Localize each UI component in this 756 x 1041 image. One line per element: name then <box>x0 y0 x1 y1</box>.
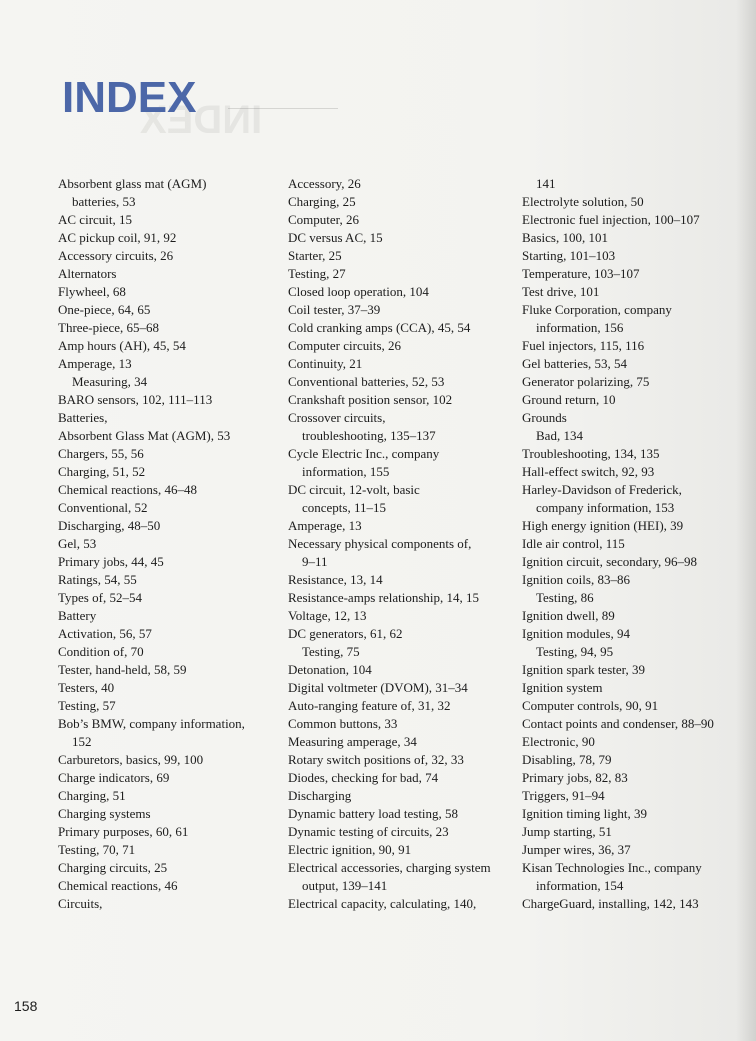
index-entry <box>58 427 288 445</box>
index-entry-text: Charging, 51, 52 <box>58 464 146 479</box>
index-entry <box>288 859 518 895</box>
index-entry-text: Charging systems <box>58 806 151 821</box>
index-entry-text: Kisan Technologies Inc., company <box>522 860 702 875</box>
index-entry <box>522 301 747 337</box>
index-entry-text: Primary purposes, 60, 61 <box>58 824 189 839</box>
index-entry-text: Types of, 52–54 <box>58 590 142 605</box>
index-entry <box>58 391 288 409</box>
index-entry-text: Ignition dwell, 89 <box>522 608 615 623</box>
index-entry <box>58 211 288 229</box>
index-entry <box>522 391 747 409</box>
index-entry <box>58 337 288 355</box>
index-entry-continuation: information, 154 <box>536 878 624 893</box>
index-entry <box>58 499 288 517</box>
index-entry <box>58 283 288 301</box>
index-entry-text: Ratings, 54, 55 <box>58 572 137 587</box>
index-entry <box>288 409 518 445</box>
index-entry <box>58 355 288 391</box>
index-entry-text: Batteries, <box>58 410 108 425</box>
index-entry-text: Coil tester, 37–39 <box>288 302 381 317</box>
index-column-2 <box>288 175 518 913</box>
index-entry <box>522 805 747 823</box>
index-entry <box>58 715 288 751</box>
index-entry <box>288 355 518 373</box>
index-entry-text: Voltage, 12, 13 <box>288 608 367 623</box>
index-entry-text: Temperature, 103–107 <box>522 266 640 281</box>
index-entry <box>522 841 747 859</box>
index-entry <box>58 229 288 247</box>
index-entry <box>58 535 288 553</box>
index-entry <box>522 517 747 535</box>
index-entry-text: Amp hours (AH), 45, 54 <box>58 338 186 353</box>
index-entry <box>288 823 518 841</box>
index-column-1 <box>58 175 288 913</box>
index-entry <box>522 625 747 661</box>
index-entry <box>58 841 288 859</box>
index-entry <box>288 301 518 319</box>
index-entry-text: Closed loop operation, 104 <box>288 284 429 299</box>
index-entry-text: Activation, 56, 57 <box>58 626 152 641</box>
index-entry-text: Harley-Davidson of Frederick, <box>522 482 682 497</box>
index-entry-text: Charging, 25 <box>288 194 356 209</box>
index-entry-text: Tester, hand-held, 58, 59 <box>58 662 187 677</box>
index-entry-text: ChargeGuard, installing, 142, 143 <box>522 896 699 911</box>
index-entry-text: Testing, 57 <box>58 698 116 713</box>
index-entry <box>288 679 518 697</box>
page-title: INDEX <box>62 73 197 122</box>
index-entry <box>522 679 747 697</box>
index-entry <box>522 535 747 553</box>
index-entry <box>522 823 747 841</box>
index-entry-text: Electric ignition, 90, 91 <box>288 842 412 857</box>
index-entry-text: Measuring amperage, 34 <box>288 734 417 749</box>
index-entry <box>522 463 747 481</box>
index-entry-text: Dynamic testing of circuits, 23 <box>288 824 449 839</box>
page-gutter-shadow <box>736 0 756 1041</box>
index-entry <box>522 715 747 733</box>
index-entry-text: One-piece, 64, 65 <box>58 302 151 317</box>
index-entry-text: Amperage, 13 <box>288 518 362 533</box>
index-entry <box>58 751 288 769</box>
index-entry-text: Flywheel, 68 <box>58 284 126 299</box>
index-entry <box>522 787 747 805</box>
index-entry-text: Contact points and condenser, 88–90 <box>522 716 714 731</box>
index-entry <box>288 517 518 535</box>
index-entry <box>288 211 518 229</box>
index-entry-text: Electronic fuel injection, 100–107 <box>522 212 700 227</box>
index-entry <box>288 193 518 211</box>
index-entry-text: Ignition coils, 83–86 <box>522 572 630 587</box>
index-entry <box>288 337 518 355</box>
index-entry <box>288 697 518 715</box>
index-entry <box>58 445 288 463</box>
index-entry-text: Continuity, 21 <box>288 356 363 371</box>
index-entry-continuation: Bad, 134 <box>536 428 583 443</box>
index-entry <box>58 571 288 589</box>
index-entry-text: Starting, 101–103 <box>522 248 616 263</box>
index-entry-text: Electrical accessories, charging system <box>288 860 491 875</box>
index-entry <box>58 553 288 571</box>
index-entry <box>288 229 518 247</box>
index-entry-text: Chemical reactions, 46–48 <box>58 482 197 497</box>
index-entry-text: Primary jobs, 82, 83 <box>522 770 628 785</box>
index-entry-text: Ignition system <box>522 680 603 695</box>
index-entry-text: Discharging, 48–50 <box>58 518 161 533</box>
index-entry-text: AC circuit, 15 <box>58 212 133 227</box>
index-entry <box>522 337 747 355</box>
index-entry-text: Common buttons, 33 <box>288 716 398 731</box>
index-entry-text: Accessory circuits, 26 <box>58 248 174 263</box>
index-entry <box>288 895 518 913</box>
index-entry-text: DC generators, 61, 62 <box>288 626 403 641</box>
index-entry <box>288 661 518 679</box>
show-through-text: INDEX <box>140 98 263 142</box>
index-entry-text: Conventional batteries, 52, 53 <box>288 374 445 389</box>
index-entry <box>288 391 518 409</box>
index-entry-text: Ground return, 10 <box>522 392 616 407</box>
index-entry-text: Absorbent glass mat (AGM) <box>58 176 207 191</box>
index-entry-text: Test drive, 101 <box>522 284 600 299</box>
index-entry <box>522 193 747 211</box>
index-entry <box>58 409 288 427</box>
index-entry-text: Testing, 27 <box>288 266 346 281</box>
index-entry-text: Idle air control, 115 <box>522 536 625 551</box>
index-entry-continuation: information, 155 <box>302 464 390 479</box>
index-entry <box>288 571 518 589</box>
index-entry-text: Computer, 26 <box>288 212 359 227</box>
index-entry-text: Gel, 53 <box>58 536 97 551</box>
index-entry-text: Dynamic battery load testing, 58 <box>288 806 459 821</box>
index-entry-text: Basics, 100, 101 <box>522 230 608 245</box>
index-entry <box>58 301 288 319</box>
index-entry <box>288 283 518 301</box>
index-entry-text: Ignition modules, 94 <box>522 626 630 641</box>
index-entry-text: Electrical capacity, calculating, 140, <box>288 896 477 911</box>
index-entry-text: Resistance, 13, 14 <box>288 572 383 587</box>
index-entry-text: Digital voltmeter (DVOM), 31–34 <box>288 680 468 695</box>
index-entry <box>522 481 747 517</box>
index-entry-text: BARO sensors, 102, 111–113 <box>58 392 213 407</box>
index-entry-text: Fluke Corporation, company <box>522 302 672 317</box>
index-entry <box>522 895 747 913</box>
index-entry-text: Carburetors, basics, 99, 100 <box>58 752 204 767</box>
index-entry-text: Alternators <box>58 266 117 281</box>
index-entry-text: Jumper wires, 36, 37 <box>522 842 631 857</box>
index-entry <box>288 445 518 481</box>
index-entry <box>58 769 288 787</box>
index-entry <box>58 895 288 913</box>
index-entry-text: Chemical reactions, 46 <box>58 878 178 893</box>
index-entry-continuation: information, 156 <box>536 320 624 335</box>
index-entry-text: Charging, 51 <box>58 788 126 803</box>
index-entry <box>288 805 518 823</box>
index-entry-text: Resistance-amps relationship, 14, 15 <box>288 590 479 605</box>
index-entry <box>522 697 747 715</box>
index-entry-text: Computer circuits, 26 <box>288 338 402 353</box>
index-entry <box>288 247 518 265</box>
index-entry <box>288 535 518 571</box>
index-entry-text: Chargers, 55, 56 <box>58 446 144 461</box>
index-entry <box>288 715 518 733</box>
index-entry-text: Starter, 25 <box>288 248 342 263</box>
index-entry <box>58 247 288 265</box>
index-entry <box>522 247 747 265</box>
index-entry <box>58 589 288 607</box>
index-entry-text: Grounds <box>522 410 567 425</box>
index-entry-text: Ignition circuit, secondary, 96–98 <box>522 554 697 569</box>
page-number: 158 <box>14 998 38 1014</box>
index-entry-text: Cold cranking amps (CCA), 45, 54 <box>288 320 471 335</box>
index-entry-text: Gel batteries, 53, 54 <box>522 356 628 371</box>
index-entry-text: Diodes, checking for bad, 74 <box>288 770 439 785</box>
index-entry <box>288 175 518 193</box>
title-rule <box>228 108 338 109</box>
index-entry-text: Detonation, 104 <box>288 662 372 677</box>
index-entry-text: Conventional, 52 <box>58 500 148 515</box>
index-entry-continuation: batteries, 53 <box>72 194 136 209</box>
index-entry-text: Cycle Electric Inc., company <box>288 446 440 461</box>
index-entry <box>522 733 747 751</box>
index-entry <box>288 769 518 787</box>
index-entry-text: Charge indicators, 69 <box>58 770 170 785</box>
index-entry <box>522 769 747 787</box>
index-entry-text: Hall-effect switch, 92, 93 <box>522 464 655 479</box>
index-entry <box>288 841 518 859</box>
index-entry-text: High energy ignition (HEI), 39 <box>522 518 684 533</box>
index-entry <box>522 175 747 193</box>
index-entry <box>288 481 518 517</box>
index-entry-text: Accessory, 26 <box>288 176 361 191</box>
index-entry <box>522 859 747 895</box>
index-entry <box>522 751 747 769</box>
index-entry <box>58 643 288 661</box>
index-entry-text: Ignition timing light, 39 <box>522 806 647 821</box>
index-entry-continuation: troubleshooting, 135–137 <box>302 428 436 443</box>
index-entry-text: Electronic, 90 <box>522 734 595 749</box>
index-entry-text: AC pickup coil, 91, 92 <box>58 230 177 245</box>
index-entry <box>288 733 518 751</box>
index-entry <box>58 859 288 877</box>
index-entry-text: Crankshaft position sensor, 102 <box>288 392 453 407</box>
index-entry-text: Jump starting, 51 <box>522 824 612 839</box>
index-entry-continuation: output, 139–141 <box>302 878 388 893</box>
index-entry <box>288 787 518 805</box>
index-entry <box>288 751 518 769</box>
index-entry-text: Three-piece, 65–68 <box>58 320 160 335</box>
index-entry <box>58 319 288 337</box>
index-entry-continuation: Testing, 94, 95 <box>536 644 614 659</box>
index-entry <box>288 589 518 607</box>
index-entry-text: Auto-ranging feature of, 31, 32 <box>288 698 451 713</box>
index-entry <box>58 679 288 697</box>
index-entry-text: Bob’s BMW, company information, <box>58 716 245 731</box>
index-entry-text: Testers, 40 <box>58 680 115 695</box>
index-entry-text: Troubleshooting, 134, 135 <box>522 446 660 461</box>
index-entry <box>58 175 288 211</box>
index-entry <box>522 265 747 283</box>
index-entry <box>522 409 747 445</box>
index-entry-text: Battery <box>58 608 97 623</box>
index-entry <box>522 373 747 391</box>
index-entry <box>522 229 747 247</box>
index-entry-text: Disabling, 78, 79 <box>522 752 612 767</box>
index-entry-text: Triggers, 91–94 <box>522 788 605 803</box>
index-entry <box>522 355 747 373</box>
index-entry <box>58 481 288 499</box>
index-entry-continuation: 152 <box>72 734 92 749</box>
index-entry-text: Testing, 70, 71 <box>58 842 136 857</box>
index-entry <box>58 661 288 679</box>
index-entry-text: Amperage, 13 <box>58 356 132 371</box>
index-entry-continuation: 141 <box>536 176 556 191</box>
index-entry-text: Discharging <box>288 788 352 803</box>
index-entry-continuation: company information, 153 <box>536 500 675 515</box>
index-entry <box>522 661 747 679</box>
index-entry <box>58 463 288 481</box>
index-entry <box>58 265 288 283</box>
index-entry-text: DC circuit, 12-volt, basic <box>288 482 420 497</box>
index-entry <box>58 823 288 841</box>
index-entry-text: Ignition spark tester, 39 <box>522 662 645 677</box>
index-entry-text: Electrolyte solution, 50 <box>522 194 644 209</box>
index-entry <box>288 319 518 337</box>
index-entry <box>288 373 518 391</box>
index-entry-text: Generator polarizing, 75 <box>522 374 650 389</box>
index-entry-text: Rotary switch positions of, 32, 33 <box>288 752 464 767</box>
index-entry-continuation: Testing, 75 <box>302 644 360 659</box>
index-entry <box>522 283 747 301</box>
index-entry-continuation: Measuring, 34 <box>72 374 148 389</box>
index-entry-text: Charging circuits, 25 <box>58 860 168 875</box>
index-entry <box>522 211 747 229</box>
index-entry <box>58 877 288 895</box>
index-entry-text: Necessary physical components of, <box>288 536 472 551</box>
index-entry <box>288 625 518 661</box>
index-entry <box>288 265 518 283</box>
index-entry <box>58 625 288 643</box>
index-entry <box>522 571 747 607</box>
index-column-3 <box>522 175 747 913</box>
index-entry <box>522 445 747 463</box>
index-entry <box>288 607 518 625</box>
index-entry-text: Crossover circuits, <box>288 410 386 425</box>
index-entry-text: Primary jobs, 44, 45 <box>58 554 164 569</box>
index-entry <box>58 787 288 805</box>
index-entry-text: DC versus AC, 15 <box>288 230 383 245</box>
index-entry <box>58 697 288 715</box>
index-entry-text: Condition of, 70 <box>58 644 144 659</box>
index-entry-continuation: Testing, 86 <box>536 590 594 605</box>
index-entry-text: Circuits, <box>58 896 103 911</box>
index-entry-continuation: concepts, 11–15 <box>302 500 386 515</box>
index-entry-text: Fuel injectors, 115, 116 <box>522 338 645 353</box>
index-entry <box>58 805 288 823</box>
index-entry-text: Computer controls, 90, 91 <box>522 698 659 713</box>
index-entry <box>58 607 288 625</box>
index-entry <box>522 553 747 571</box>
index-entry <box>58 517 288 535</box>
index-entry-text: Absorbent Glass Mat (AGM), 53 <box>58 428 231 443</box>
index-entry <box>522 607 747 625</box>
index-entry-continuation: 9–11 <box>302 554 328 569</box>
